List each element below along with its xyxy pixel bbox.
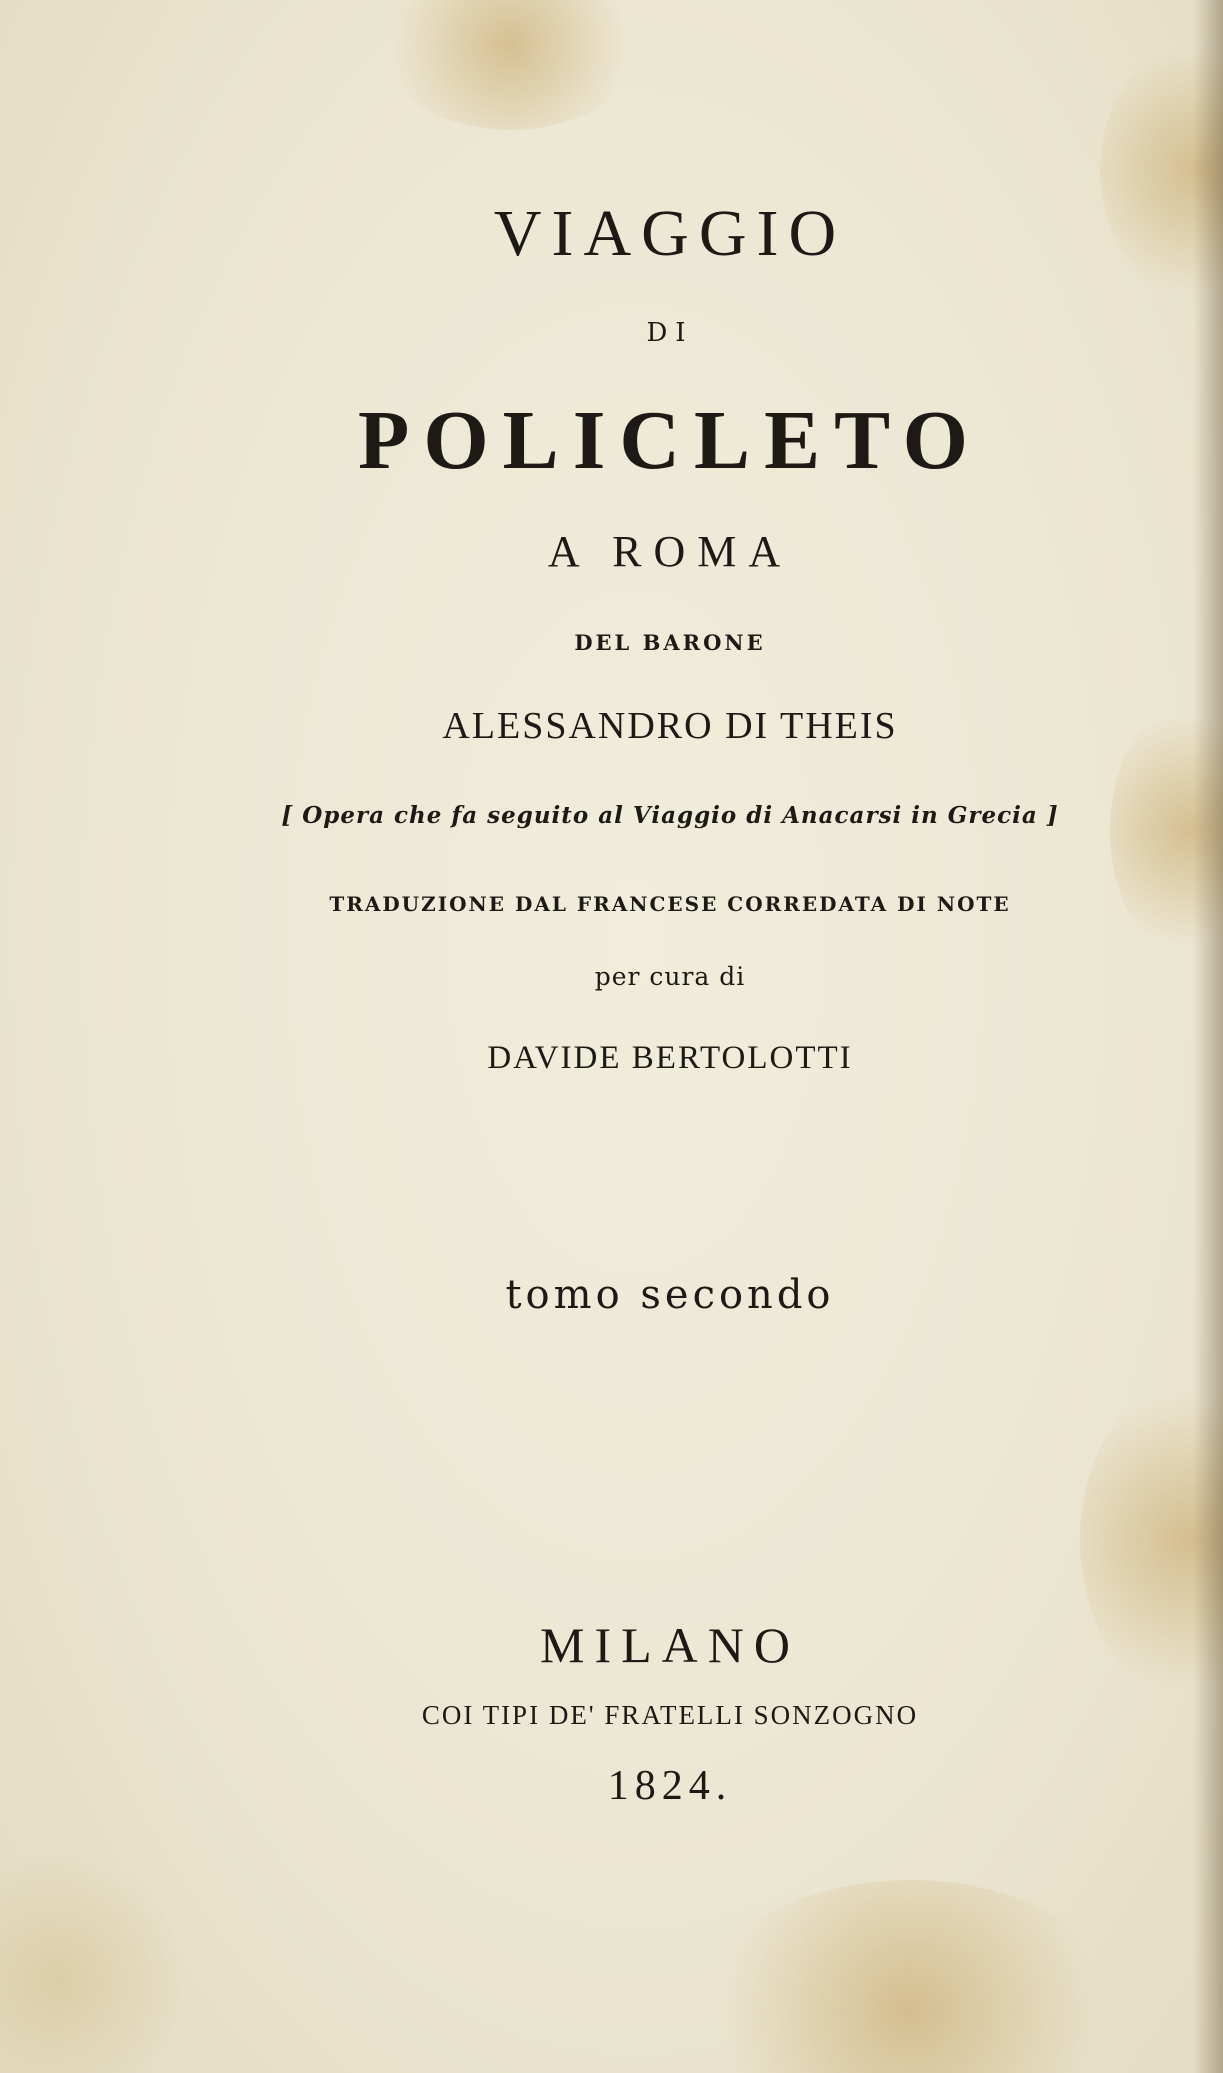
author-prefix: DEL BARONE bbox=[574, 630, 766, 655]
title-a-roma: A ROMA bbox=[547, 527, 793, 576]
volume-label: tomo secondo bbox=[505, 1272, 835, 1318]
per-cura-di: per cura di bbox=[594, 962, 746, 991]
imprint-publisher: COI TIPI DE' FRATELLI SONZOGNO bbox=[421, 1700, 919, 1730]
stain-bottom bbox=[700, 1880, 1120, 2073]
editor-name: DAVIDE BERTOLOTTI bbox=[487, 1040, 853, 1076]
title-viaggio: VIAGGIO bbox=[493, 197, 847, 270]
imprint-year: 1824. bbox=[607, 1763, 733, 1809]
stain-top-left bbox=[380, 0, 640, 130]
work-note: [ Opera che fa seguito al Viaggio di Anacarsi in Grecia ] bbox=[281, 802, 1059, 829]
author-name: ALESSANDRO DI THEIS bbox=[442, 705, 898, 747]
translation-note: TRADUZIONE DAL FRANCESE CORREDATA DI NOTE bbox=[329, 892, 1011, 916]
stain-bottom-left bbox=[0, 1850, 180, 2073]
title-di: DI bbox=[646, 318, 694, 348]
title-policleto: POLICLETO bbox=[358, 394, 982, 487]
imprint-city: MILANO bbox=[540, 1617, 800, 1673]
